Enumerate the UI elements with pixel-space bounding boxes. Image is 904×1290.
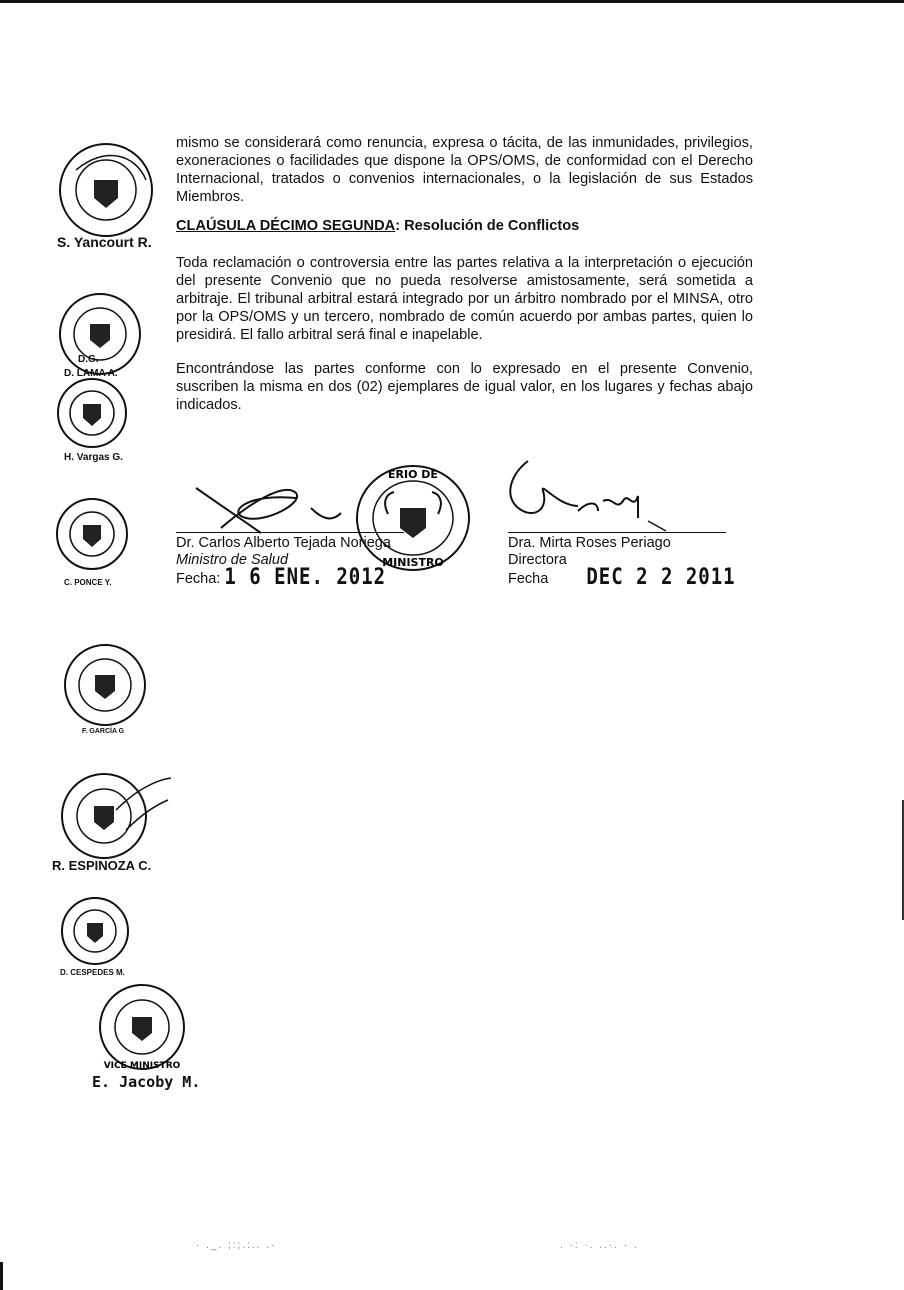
signatory-left-date (176, 564, 391, 590)
seal-label-7: D. CESPEDES M. (60, 968, 125, 977)
signatory-right-date-stamp: DEC 2 2 2011 (586, 564, 736, 590)
signatory-right (508, 535, 736, 588)
seal-stamp-6 (56, 770, 176, 862)
signatory-left-date-stamp: 1 6 ENE. 2012 (224, 564, 387, 590)
seal-stamp-2 (55, 292, 145, 380)
svg-text:MINISTRO: MINISTRO (382, 556, 444, 569)
clause-heading-title: : Resolución de Conflictos (395, 218, 580, 234)
clause-heading (176, 218, 579, 234)
seal-label-1: S. Yancourt R. (57, 234, 152, 250)
paragraph-immunities: mismo se considerará como renuncia, expresa o tácita, de las inmunidades, privilegios, exoneraciones o facilidades que dispone la OPS/OMS, de conformidad con el Derecho Internacional, tratados o convenios internacionales, o la legislación de sus Estados Miembros. (176, 135, 753, 205)
seal-label-3: H. Vargas G. (64, 452, 123, 463)
seal-stamp-5 (60, 642, 150, 728)
seal-8-text: VICE MINISTRO (103, 1061, 181, 1071)
paragraph-agreement: Encontrándose las partes conforme con lo expresado en el presente Convenio, suscriben la misma en dos (02) ejemplares de igual valor, en los lugares y fechas abajo indicados. (176, 361, 753, 413)
seal-stamp-8 (92, 982, 192, 1072)
scan-noise-left: · ._. ;:;.:.. .· (196, 1240, 277, 1251)
seal-label-5: F. GARCÍA G (82, 728, 125, 735)
scan-noise-right: . ·: ·. ..·. · . (560, 1240, 639, 1251)
signatory-left-date-label: Fecha: (176, 571, 221, 587)
seal-label-8: E. Jacoby M. (92, 1073, 201, 1091)
signatory-left (176, 535, 391, 588)
seal-stamp-7 (58, 896, 132, 966)
paragraph-arbitration: Toda reclamación o controversia entre las partes relativa a la interpretación o ejecución del presente Convenio que no pueda resolverse amistosamente, será sometida a arbitraje. El tribunal arbitral estará integrado por un árbitro nombrado por el MINSA, otro por la OPS/OMS y un tercero, nombrado de común acuerdo por ambas partes, quien lo presidirá. El fallo arbitral será final e inapelable. (176, 255, 753, 343)
signature-director (498, 456, 678, 536)
signatory-left-title: Ministro de Salud (176, 552, 289, 568)
seal-stamp-4 (50, 496, 134, 574)
clause-heading-number: CLAÚSULA DÉCIMO SEGUNDA (176, 218, 396, 234)
scan-edge-top (0, 0, 904, 3)
signatory-right-name: Dra. Mirta Roses Periago (508, 535, 671, 551)
svg-text:ERIO DE: ERIO DE (388, 468, 438, 481)
seal-stamp-1 (56, 140, 156, 240)
seal-label-2b: D. LAMA A. (64, 368, 118, 379)
signature-line-left (176, 532, 404, 533)
signatory-left-name: Dr. Carlos Alberto Tejada Noriega (176, 535, 391, 551)
signatory-right-date (508, 564, 736, 590)
seal-label-6: R. ESPINOZA C. (52, 858, 152, 873)
signatory-right-title: Directora (508, 552, 567, 568)
scan-edge-left (0, 1262, 3, 1290)
seal-label-2: D.G. (78, 354, 99, 365)
seal-stamp-3 (50, 376, 134, 450)
signatory-right-date-label: Fecha (508, 571, 549, 587)
signature-line-right (508, 532, 726, 533)
seal-label-4: C. PONCE Y. (64, 578, 112, 587)
